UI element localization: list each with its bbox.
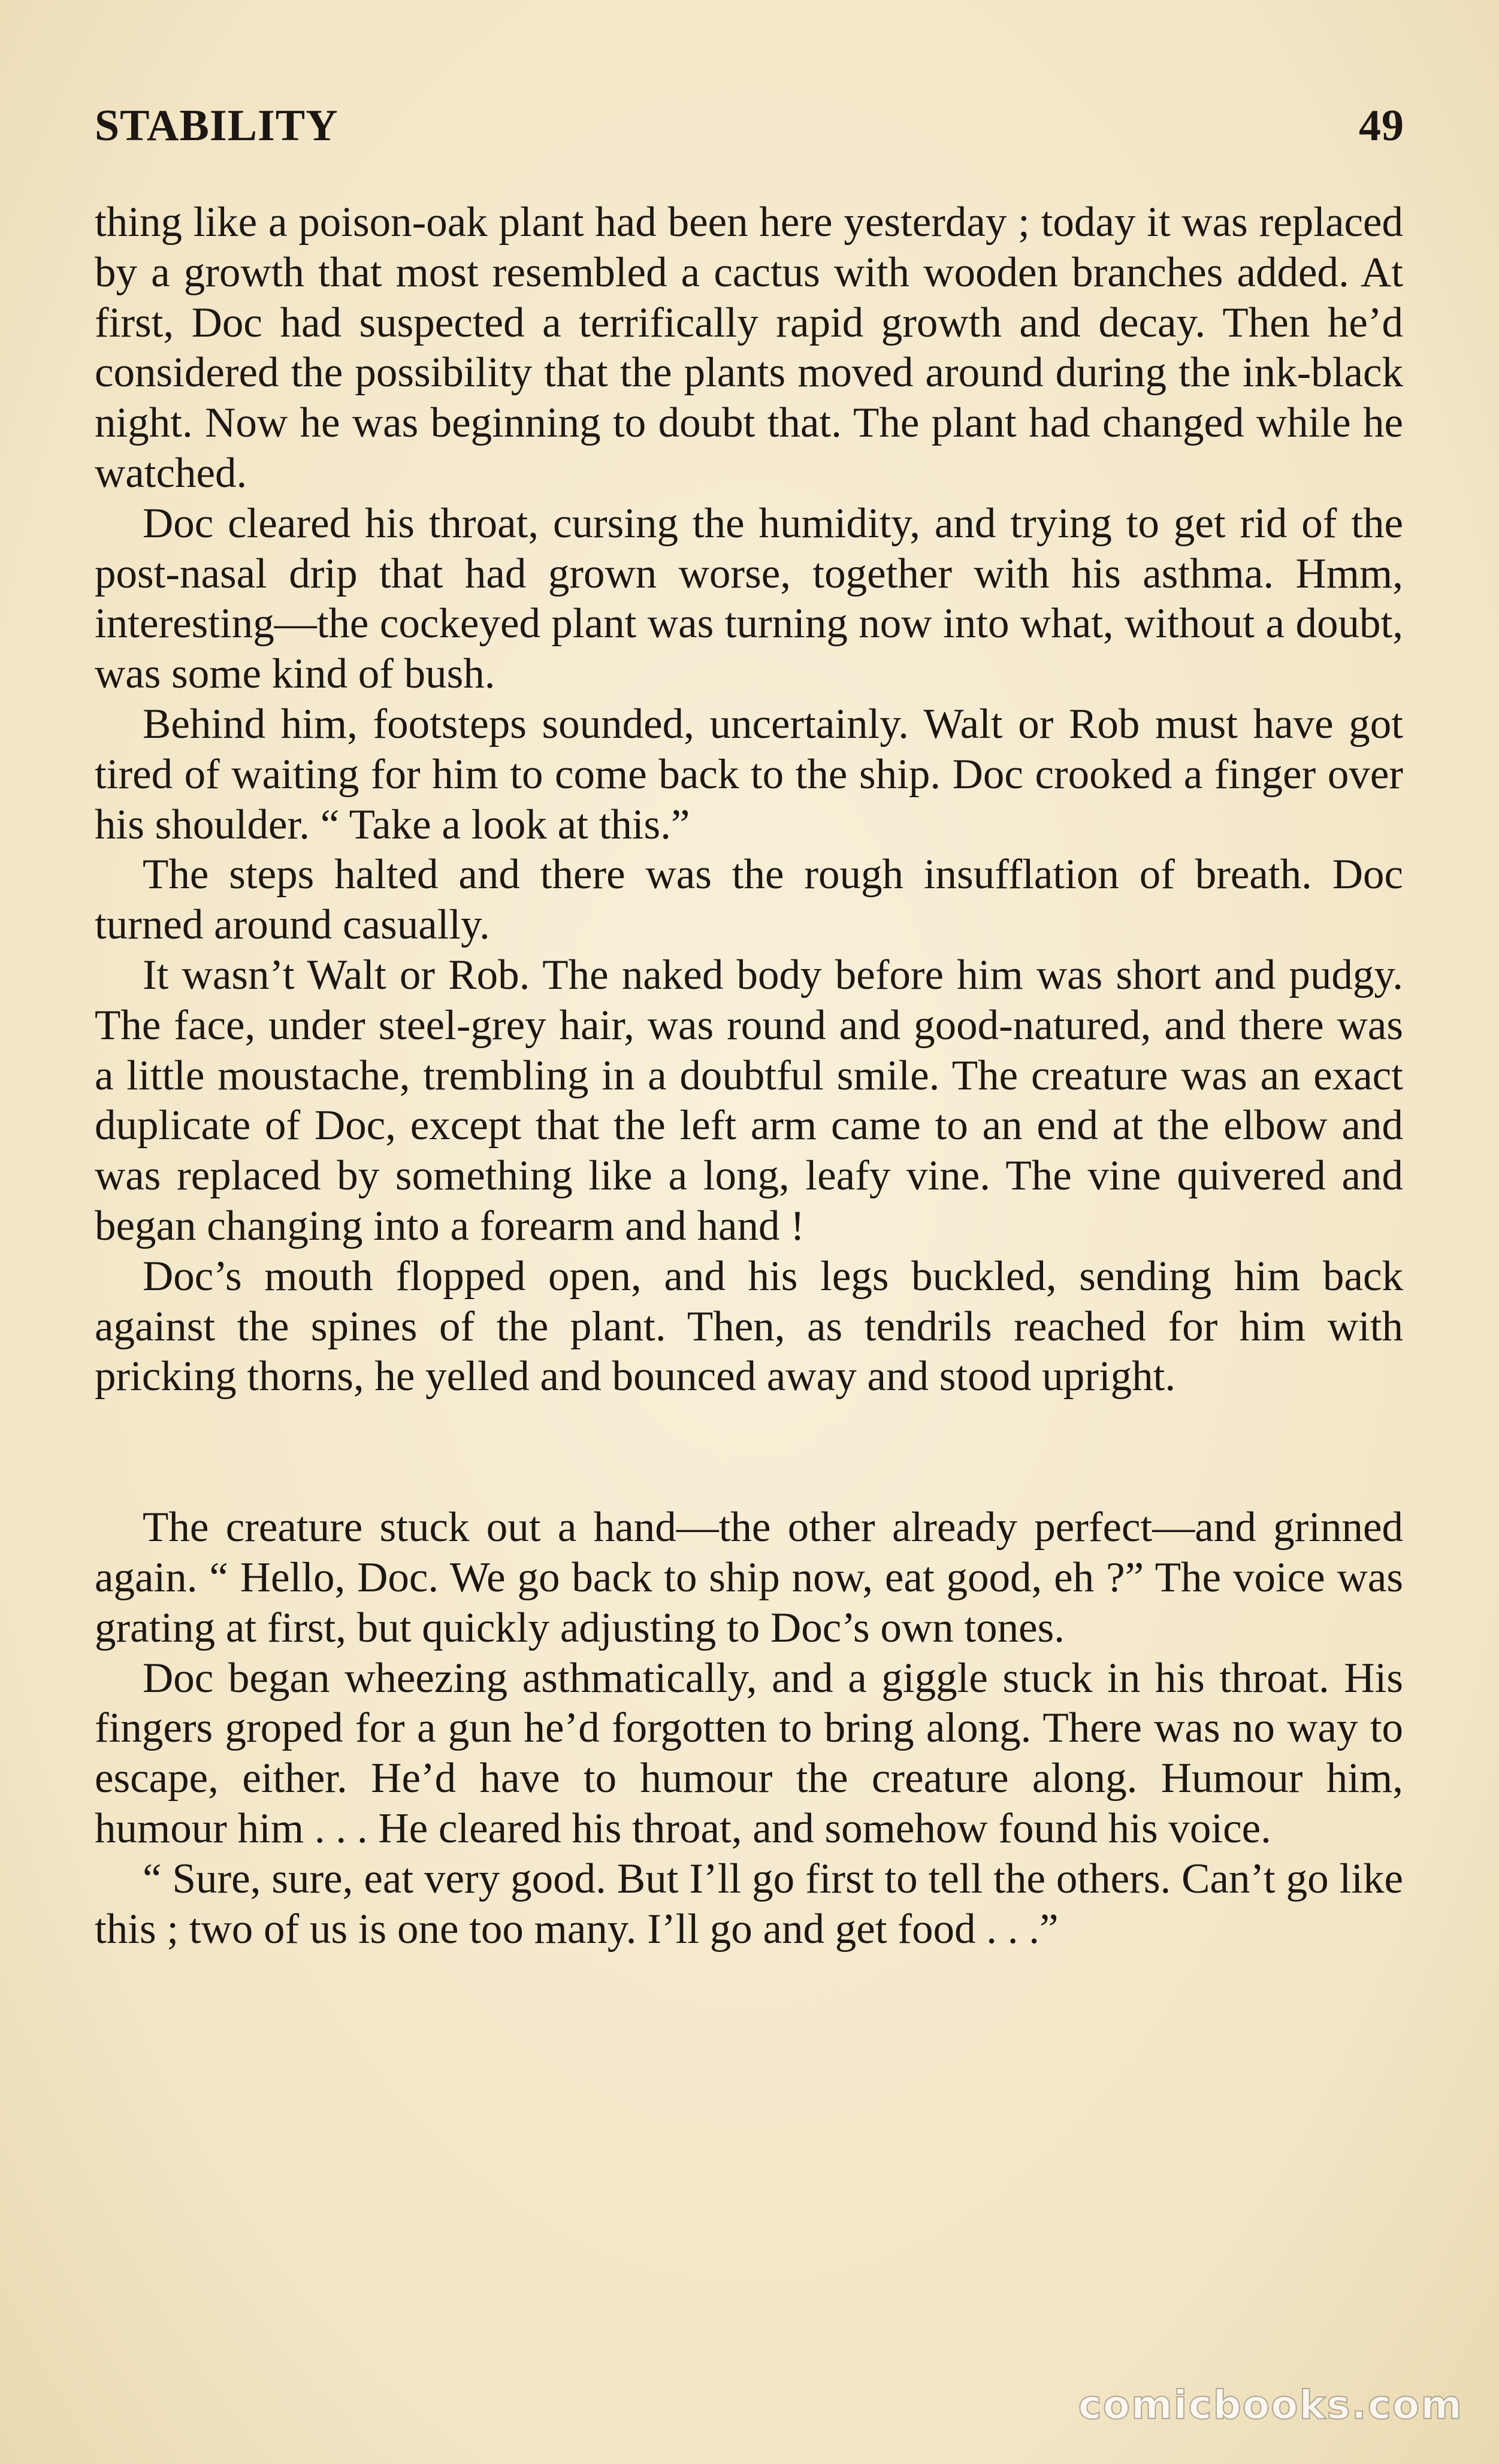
watermark-logo: comicbooks.com [1078, 2382, 1463, 2428]
paragraph-1: thing like a poison-oak plant had been here yesterday ; today it was replaced by a growth that most resembled a cactus with wooden branches added. At first, Doc had suspected a terrifically rapid growth and decay. Then he’d considered the possibility that the plants moved around during the ink-black night. Now he was beginning to doubt that. The plant had changed while he watched. [95, 199, 1403, 497]
running-title: STABILITY [95, 101, 339, 150]
paragraph-7: The creature stuck out a hand—the other already perfect—and grinned again. “ Hello, Doc. We go back to ship now, eat good, eh ?” The voice was grating at first, but quickly adjusting to Doc’s own tones. [95, 1504, 1403, 1651]
paragraph-2: Doc cleared his throat, cursing the humidity, and trying to get rid of the post-nasal drip that had grown worse, together with his asthma. Hmm, interesting—the cockeyed plant was turning now into what, without a doubt, was some kind of bush. [95, 500, 1403, 698]
paragraph-8: Doc began wheezing asthmatically, and a giggle stuck in his throat. His fingers groped for a gun he’d forgotten to bring along. There was no way to escape, either. He’d have to humour the creature along. Humour him, humour him . . . He cleared his throat, and somehow found his voice. [95, 1654, 1403, 1852]
paragraph-5: It wasn’t Walt or Rob. The naked body before him was short and pudgy. The face, under steel-grey hair, was round and good-natured, and there was a little moustache, trembling in a doubtful smile. The creature was an exact duplicate of Doc, except that the left arm came to an end at the elbow and was replaced by something like a long, leafy vine. The vine quivered and began changing into a forearm and hand ! [95, 951, 1403, 1249]
paragraph-6: Doc’s mouth flopped open, and his legs buckled, sending him back against the spines of the plant. Then, as tendrils reached for him with pricking thorns, he yelled and bounced away and stood upright. [95, 1252, 1403, 1400]
section-break [95, 1402, 1403, 1503]
page-header [95, 96, 1404, 156]
paragraph-3: Behind him, footsteps sounded, uncertainly. Walt or Rob must have got tired of waiting for him to come back to the ship. Doc crooked a finger over his shoulder. “ Take a look at this.” [95, 700, 1403, 848]
paragraph-4: The steps halted and there was the rough insufflation of breath. Doc turned around casually. [95, 851, 1403, 949]
page-number: 49 [1359, 101, 1404, 150]
paragraph-9: “ Sure, sure, eat very good. But I’ll go first to tell the others. Can’t go like this ; two of us is one too many. I’ll go and get food . . .” [95, 1855, 1403, 1953]
page-body [95, 198, 1403, 1954]
